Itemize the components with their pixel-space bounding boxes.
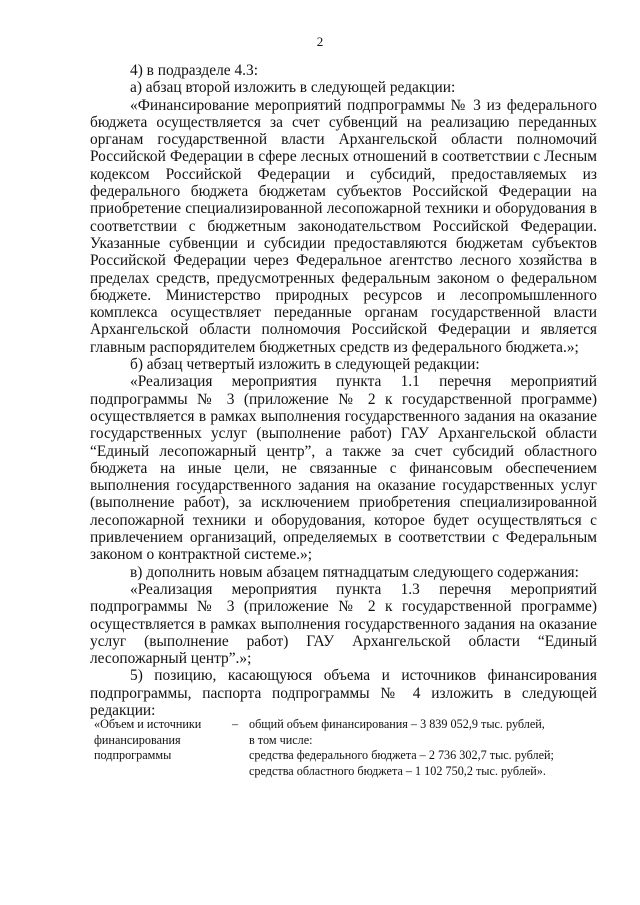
paragraph-subitem-a: а) абзац второй изложить в следующей редакции: — [130, 79, 456, 97]
paragraph-implementation-1-1: «Реализация мероприятия пункта 1.1 перечня мероприятий подпрограммы № 3 (приложение № 2 к государственной программе) осуществляется в рамках выполнения государственного задания на оказание государственных услуг (выполнение работ) ГАУ Архангельской области “Единый лесопожарный центр”, а также за счет субсидий областного бюджета на иные цели, не связанные с финансовым обеспечением выполнения государственного задания на оказание государственных услуг (выполнение работ), за исключением приобретения специализированной лесопожарной техники и оборудования, которое будет осуществляться с привлечением организаций, определяемых в соответствии с Федеральным законом о контрактной системе.»; — [90, 373, 597, 564]
paragraph-item-5: 5) позицию, касающуюся объема и источников финансирования подпрограммы, паспорта подпрограммы № 4 изложить в следующей редакции: — [90, 667, 597, 719]
document-body — [90, 62, 597, 719]
page-number: 2 — [316, 34, 324, 49]
paragraph-financing-text: «Финансирование мероприятий подпрограммы № 3 из федерального бюджета осуществляется за счет субвенций на реализацию переданных органам государственной власти Архангельской области полномочий Российской Федерации в сфере лесных отношений в соответствии с Лесным кодексом Российской Федерации и субсидий, предоставляемых из федерального бюджета бюджетам субъектов Российской Федерации на приобретение специализированной лесопожарной техники и оборудования в соответствии с бюджетным законодательством Российской Федерации. Указанные субвенции и субсидии предоставляются бюджетам субъектов Российской Федерации через Федеральное агентство лесного хозяйства в пределах средств, предусмотренных федеральным законом о федеральном бюджете. Министерство природных ресурсов и лесопромышленного комплекса осуществляет переданные органам государственной власти Архангельской области полномочия Российской Федерации и является главным распорядителем бюджетных средств из федерального бюджета.»; — [90, 96, 597, 356]
passport-value-line: средства федерального бюджета – 2 736 302,7 тыс. рублей; — [249, 748, 554, 762]
passport-value-line: в том числе: — [249, 732, 313, 747]
passport-label-line: подпрограммы — [94, 748, 172, 762]
passport-label-line: финансирования — [94, 732, 181, 747]
passport-label-line: «Объем и источники — [94, 717, 202, 731]
passport-position-table — [94, 717, 594, 779]
passport-value-line: общий объем финансирования – 3 839 052,9 тыс. рублей, — [249, 717, 545, 731]
paragraph-subitem-c: в) дополнить новым абзацем пятнадцатым следующего содержания: — [130, 563, 579, 581]
passport-label — [94, 717, 232, 779]
passport-value-line: средства областного бюджета – 1 102 750,2 тыс. рублей». — [249, 763, 546, 778]
passport-dash: – — [232, 717, 239, 731]
paragraph-item-4: 4) в подразделе 4.3: — [130, 62, 258, 79]
paragraph-subitem-b: б) абзац четвертый изложить в следующей редакции: — [130, 356, 480, 374]
passport-value — [249, 717, 594, 779]
paragraph-implementation-1-3: «Реализация мероприятия пункта 1.3 перечня мероприятий подпрограммы № 3 (приложение № 2 к государственной программе) осуществляется в рамках выполнения государственного задания на оказание услуг (выполнение работ) ГАУ Архангельской области “Единый лесопожарный центр”.»; — [90, 580, 597, 668]
